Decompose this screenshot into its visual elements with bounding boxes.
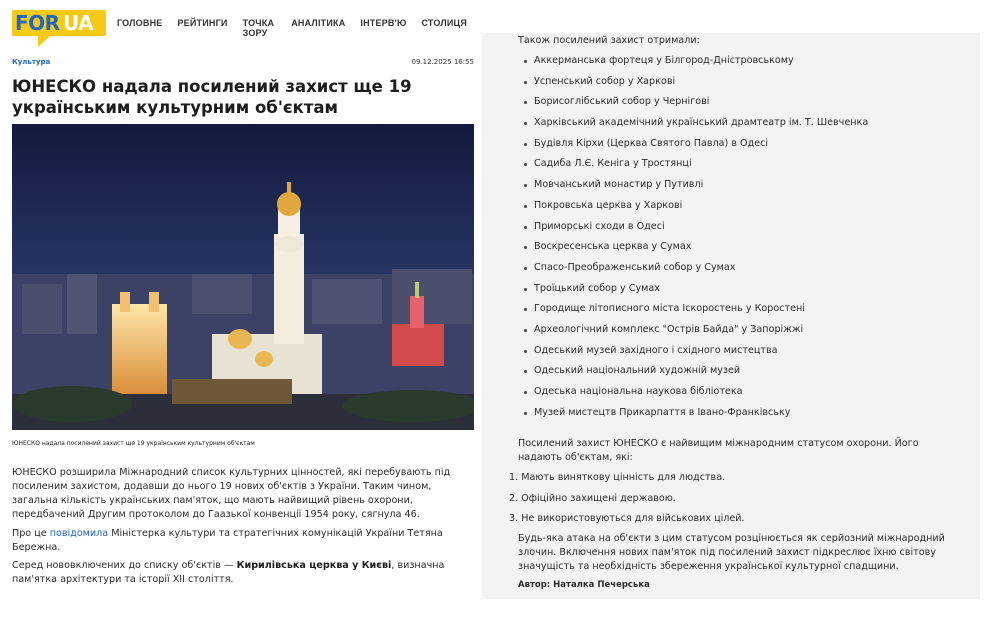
p2-text-after: Міністерка культури та стратегічних комунікацій України Тетяна Бережна. [12,528,443,553]
article-date: 09.12.2025 16:55 [411,58,474,66]
criteria-list [482,468,745,530]
p3-highlight: Кирилівська церква у Києві [236,560,392,571]
list-item: Воскресенська церква у Сумах [482,237,868,258]
nav-item-analytics[interactable]: АНАЛІТИКА [291,18,346,28]
list-item: Приморські сходи в Одесі [482,217,868,238]
list-item: Спасо-Преображенський собор у Сумах [482,258,868,279]
list-item: Будівля Кірхи (Церква Святого Павла) в Одесі [482,134,868,155]
closing-paragraph: Будь-яка атака на об'єкти з цим статусом розцінюється як серйозний міжнародний злочин. Включення нових пам'яток під посилений захист підкреслює їхню світову значущість та необхідність збереження української культурної спадщини. [518,533,945,572]
article-paragraph-1: ЮНЕСКО розширила Міжнародний список культурних цінностей, які перебувають під посиленим захистом, додавши до нього 19 нових об'єктів з України. Таким чином, загальна кількість українських пам'яток, що мають найвищий рівень охорони, передбачений Другим протоколом до Гаазької конвенції 1954 року, сягнула 46. [12,467,451,520]
source-link[interactable]: повідомила [49,528,109,539]
kharkiv-night-photo [12,124,474,430]
nav-item-capital[interactable]: СТОЛИЦЯ [421,18,467,28]
sites-intro: Також посилений захист отримали: [518,35,700,46]
list-item: 3. Не використовуються для військових цілей. [509,513,745,525]
photo-caption: ЮНЕСКО надала посилений захист ще 19 українським культурним об'єктам [12,440,255,447]
logo-tail [38,36,50,47]
list-item: Музей мистецтв Прикарпаття в Івано-Франківську [482,403,868,424]
list-item: Успенський собор у Харкові [482,72,868,93]
logo-ua: UA [63,11,94,35]
p2-text-before: Про це [12,528,50,539]
article-paragraph-2 [12,527,474,555]
list-item: Археологічний комплекс "Острів Байда" у Запоріжжі [482,320,868,341]
article-left-column [0,0,482,617]
list-item: Аккерманська фортеця у Білгород-Дністровському [482,51,868,72]
protected-sites-list [482,51,868,423]
list-item: 1. Мають виняткову цінність для людства. [509,472,726,483]
logo-for: FOR [15,11,60,35]
list-item: Садиба Л.Є. Кеніга у Тростянці [482,154,868,175]
status-paragraph: Посилений захист ЮНЕСКО є найвищим міжнародним статусом охорони. Його надають об'єктам, які: [518,438,919,463]
article-title: ЮНЕСКО надала посилений захист ще 19 українським культурним об'єктам [12,77,412,117]
article-continuation-panel [482,33,980,599]
nav-item-ratings[interactable]: РЕЙТИНГИ [177,18,228,28]
p3-text-before: Серед нововключених до списку об'єктів — [12,560,237,571]
nav-item-opinion[interactable]: ТОЧКА ЗОРУ [242,18,275,38]
list-item: Одеська національна наукова бібліотека [482,382,868,403]
list-item: Борисоглібський собор у Чернігові [482,92,868,113]
list-item: Городище літописного міста Іскоростень у Коростені [482,299,868,320]
list-item: Одеський національний художній музей [482,361,868,382]
nav-item-interview[interactable]: ІНТЕРВ'Ю [360,18,407,28]
list-item: 2. Офіційно захищені державою. [509,492,676,504]
author-line: Автор: Наталка Печерська [518,580,650,590]
forua-logo[interactable] [12,10,106,36]
list-item: Харківський академічний український драмтеатр ім. Т. Шевченка [482,113,868,134]
article-paragraph-3 [12,559,474,587]
article-category[interactable]: Культура [12,58,51,66]
list-item: Покровська церква у Харкові [482,196,868,217]
article-photo [12,124,474,430]
main-nav [117,18,482,38]
nav-item-home[interactable]: ГОЛОВНЕ [117,18,163,28]
list-item: Троїцький собор у Сумах [482,279,868,300]
list-item: Одеський музей західного і східного мистецтва [482,341,868,362]
p3-text-after: , визначна пам'ятка архітектури та історії XII століття. [12,560,445,585]
list-item: Мовчанський монастир у Путивлі [482,175,868,196]
